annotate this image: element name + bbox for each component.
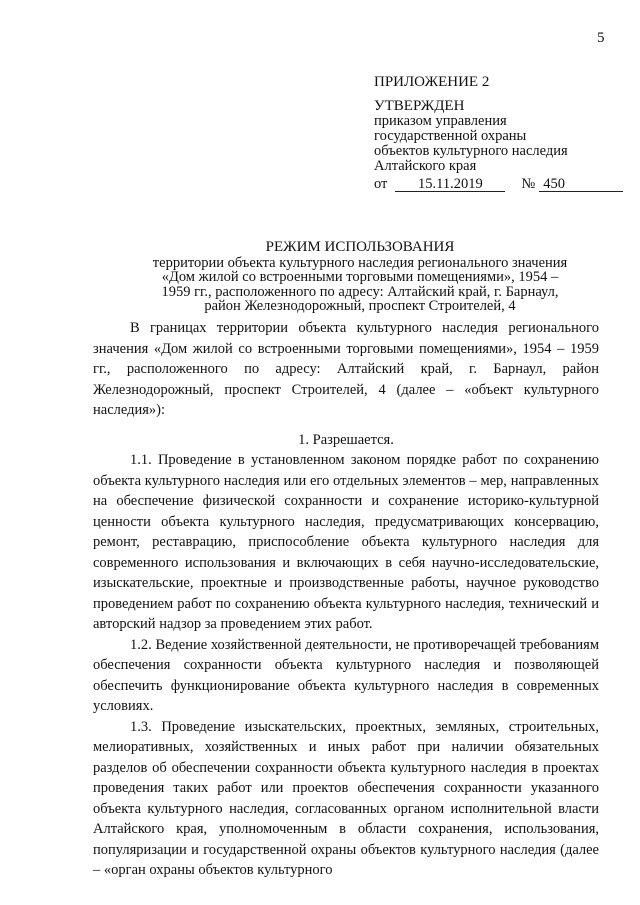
item-paragraph: 1.2. Ведение хозяйственной деятельности, не противоречащей требованиям обеспечения сохранности объекта культурного наследия и позволяющей обеспечить функционирование объекта культурного наследия в современных условиях. <box>93 636 599 714</box>
approval-line: государственной охраны <box>374 128 527 144</box>
appendix-title: ПРИЛОЖЕНИЕ 2 <box>374 74 490 90</box>
approved-stamp: УТВЕРЖДЕН <box>374 98 465 114</box>
approval-line: приказом управления <box>374 113 507 129</box>
order-date-row <box>374 177 604 195</box>
item-paragraph: 1.3. Проведение изыскательских, проектных, земляных, строительных, мелиоративных, хозяйственных и иных работ при наличии обязательных разделов об обеспечении сохранности объекта культурного наследия в проектах проведения таких работ или проектов обеспечения сохранности указанного объекта культурного наследия, согласованных органом исполнительной власти Алтайского края, уполномоченным в области сохранения, использования, популяризации и государственной охраны объектов культурного наследия (далее – «орган охраны объектов культурного <box>93 718 599 878</box>
heading-line: «Дом жилой со встроенными торговыми помещениями», 1954 – <box>161 269 559 285</box>
heading-line: территории объекта культурного наследия регионального значения <box>152 254 568 271</box>
order-date: 15.11.2019 <box>395 177 505 192</box>
page-number: 5 <box>597 30 605 46</box>
section-title: 1. Разрешается. <box>298 431 394 448</box>
date-prefix: от <box>374 176 388 192</box>
heading-line: район Железнодорожный, проспект Строителей, 4 <box>204 298 516 314</box>
number-label: № <box>521 176 536 192</box>
approval-line: Алтайского края <box>374 158 477 174</box>
heading-title: РЕЖИМ ИСПОЛЬЗОВАНИЯ <box>265 239 455 255</box>
document-body <box>93 318 599 881</box>
intro-paragraph: В границах территории объекта культурного наследия регионального значения «Дом жилой со встроенными торговыми помещениями», 1954 – 1959 гг., расположенного по адресу: Алтайский край, г. Барнаул, район Железнодорожный, проспект Строителей, 4 (далее – «объект культурного наследия»): <box>93 320 599 418</box>
heading-line: 1959 гг., расположенного по адресу: Алтайский край, г. Барнаул, <box>161 283 559 300</box>
approval-line: объектов культурного наследия <box>374 143 568 159</box>
item-paragraph: 1.1. Проведение в установленном законом порядке работ по сохранению объекта культурного наследия или его отдельных элементов – мер, направленных на обеспечение физической сохранности и сохранение историко-культурной ценности объекта культурного наследия, предусматривающих консервацию, ремонт, реставрацию, приспособление объекта культурного наследия для современного использования и включающих в себя научно-исследовательские, изыскательские, проектные и производственные работы, научное руководство проведением работ по сохранению объекта культурного наследия, технический и авторский надзор за проведением этих работ. <box>93 452 599 632</box>
approval-block <box>374 75 604 195</box>
document-heading <box>110 240 610 314</box>
order-number: 450 <box>539 177 623 192</box>
